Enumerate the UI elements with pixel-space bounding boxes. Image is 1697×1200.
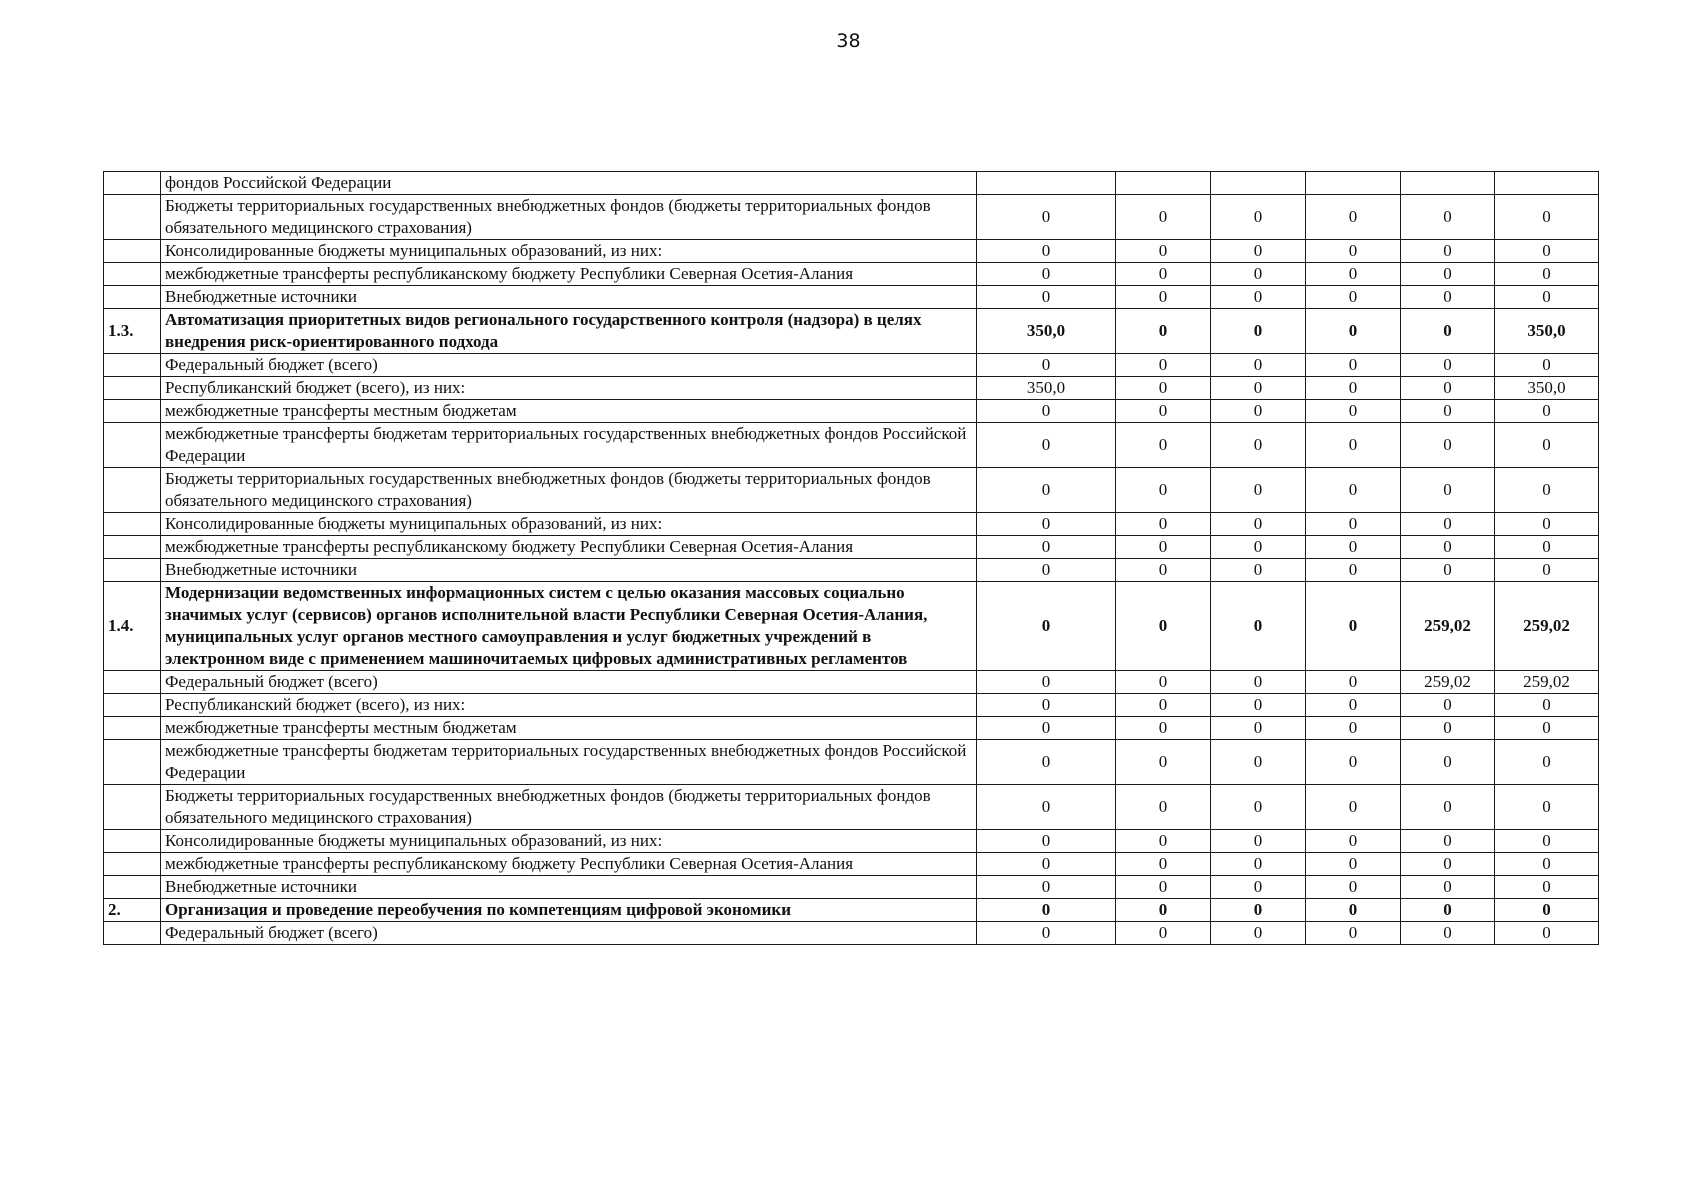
row-code-cell [104,354,161,377]
table-row [104,172,1599,195]
value-cell: 0 [1116,740,1211,785]
value-cell: 0 [977,899,1116,922]
value-cell: 0 [1401,240,1495,263]
value-cell: 0 [1116,286,1211,309]
value-cell: 0 [1306,830,1401,853]
value-cell: 0 [1495,853,1599,876]
value-cell: 0 [1306,423,1401,468]
value-cell: 0 [1116,536,1211,559]
row-name-cell: межбюджетные трансферты республиканскому бюджету Республики Северная Осетия-Алания [161,536,977,559]
value-cell: 0 [1116,899,1211,922]
value-cell: 0 [1306,240,1401,263]
value-cell: 0 [1116,400,1211,423]
table-row [104,559,1599,582]
value-cell: 0 [1401,400,1495,423]
value-cell: 0 [1211,717,1306,740]
value-cell: 0 [1211,309,1306,354]
value-cell: 0 [1495,899,1599,922]
value-cell: 0 [1116,830,1211,853]
table-row [104,899,1599,922]
table-row [104,853,1599,876]
value-cell: 0 [1306,400,1401,423]
value-cell: 0 [1401,785,1495,830]
row-name-cell: Бюджеты территориальных государственных внебюджетных фондов (бюджеты территориальных фондов обязательного медицинского страхования) [161,785,977,830]
value-cell: 0 [1116,785,1211,830]
value-cell: 0 [1211,468,1306,513]
value-cell: 259,02 [1401,582,1495,671]
row-name-cell: Республиканский бюджет (всего), из них: [161,694,977,717]
value-cell: 0 [1306,195,1401,240]
row-name-cell: Модернизации ведомственных информационных систем с целью оказания массовых социально значимых услуг (сервисов) органов исполнительной власти Республики Северная Осетия-Алания, муниципальных услуг органов местного самоуправления и услуг бюджетных учреждений в электронном виде с применением машиночитаемых цифровых административных регламентов [161,582,977,671]
table-row [104,694,1599,717]
value-cell: 0 [1401,536,1495,559]
table-row [104,830,1599,853]
value-cell: 0 [977,922,1116,945]
row-code-cell [104,536,161,559]
value-cell: 0 [1401,423,1495,468]
value-cell: 0 [1401,830,1495,853]
value-cell: 0 [1495,263,1599,286]
value-cell: 0 [1116,468,1211,513]
row-name-cell: Внебюджетные источники [161,559,977,582]
value-cell: 0 [1495,195,1599,240]
value-cell: 0 [1116,423,1211,468]
row-name-cell: межбюджетные трансферты республиканскому бюджету Республики Северная Осетия-Алания [161,263,977,286]
value-cell: 0 [1401,559,1495,582]
value-cell: 0 [977,423,1116,468]
value-cell [1211,172,1306,195]
value-cell: 259,02 [1401,671,1495,694]
value-cell: 0 [1495,559,1599,582]
value-cell: 0 [1306,536,1401,559]
value-cell: 0 [1306,785,1401,830]
value-cell [1401,172,1495,195]
table-row [104,717,1599,740]
row-name-cell: Бюджеты территориальных государственных внебюджетных фондов (бюджеты территориальных фондов обязательного медицинского страхования) [161,195,977,240]
value-cell: 0 [1116,195,1211,240]
value-cell: 0 [1211,195,1306,240]
row-name-cell: Автоматизация приоритетных видов регионального государственного контроля (надзора) в целях внедрения риск-ориентированного подхода [161,309,977,354]
value-cell: 259,02 [1495,671,1599,694]
value-cell: 0 [1116,694,1211,717]
value-cell: 0 [1401,740,1495,785]
value-cell: 0 [1211,354,1306,377]
table-body [104,172,1599,945]
row-code-cell [104,377,161,400]
value-cell: 0 [1211,513,1306,536]
table-row [104,876,1599,899]
value-cell: 0 [1306,513,1401,536]
row-name-cell: Организация и проведение переобучения по компетенциям цифровой экономики [161,899,977,922]
row-name-cell: Консолидированные бюджеты муниципальных образований, из них: [161,240,977,263]
value-cell: 0 [1401,513,1495,536]
row-code-cell [104,559,161,582]
value-cell: 0 [1401,377,1495,400]
row-code-cell [104,240,161,263]
table-row [104,354,1599,377]
value-cell: 0 [1495,536,1599,559]
value-cell: 0 [1306,922,1401,945]
value-cell: 0 [977,354,1116,377]
value-cell: 0 [1116,876,1211,899]
value-cell: 0 [1495,830,1599,853]
value-cell: 0 [1495,922,1599,945]
value-cell: 0 [1495,240,1599,263]
row-name-cell: межбюджетные трансферты местным бюджетам [161,717,977,740]
row-code-cell [104,853,161,876]
table-row [104,423,1599,468]
row-code-cell [104,922,161,945]
table-row [104,240,1599,263]
value-cell: 0 [1401,853,1495,876]
table-row [104,286,1599,309]
value-cell: 0 [1116,922,1211,945]
row-name-cell: Внебюджетные источники [161,286,977,309]
value-cell: 0 [1401,717,1495,740]
value-cell: 0 [1211,536,1306,559]
row-name-cell: межбюджетные трансферты местным бюджетам [161,400,977,423]
table-row [104,785,1599,830]
table-row [104,922,1599,945]
row-name-cell: Республиканский бюджет (всего), из них: [161,377,977,400]
value-cell: 0 [977,513,1116,536]
row-code-cell [104,513,161,536]
row-name-cell: Федеральный бюджет (всего) [161,922,977,945]
value-cell: 0 [977,785,1116,830]
row-code-cell [104,740,161,785]
value-cell: 0 [1495,286,1599,309]
value-cell: 350,0 [977,309,1116,354]
value-cell: 0 [1306,468,1401,513]
value-cell: 0 [1211,263,1306,286]
value-cell: 0 [1495,717,1599,740]
value-cell: 0 [1211,400,1306,423]
value-cell: 0 [1495,876,1599,899]
value-cell: 0 [1116,263,1211,286]
value-cell: 0 [1495,468,1599,513]
value-cell: 0 [1401,694,1495,717]
budget-table [103,171,1599,945]
row-code-cell [104,263,161,286]
value-cell: 0 [977,671,1116,694]
row-code-cell [104,172,161,195]
value-cell: 0 [977,740,1116,785]
value-cell: 0 [1401,899,1495,922]
value-cell: 0 [1495,740,1599,785]
row-name-cell: Бюджеты территориальных государственных внебюджетных фондов (бюджеты территориальных фондов обязательного медицинского страхования) [161,468,977,513]
row-code-cell [104,717,161,740]
value-cell: 0 [1211,559,1306,582]
value-cell: 0 [1401,309,1495,354]
value-cell: 0 [1401,922,1495,945]
value-cell: 0 [977,582,1116,671]
table-row [104,309,1599,354]
value-cell: 0 [1401,468,1495,513]
value-cell: 0 [1306,377,1401,400]
value-cell: 0 [1211,240,1306,263]
table-row [104,513,1599,536]
value-cell: 0 [1211,853,1306,876]
row-name-cell: Внебюджетные источники [161,876,977,899]
value-cell: 0 [977,240,1116,263]
value-cell: 0 [977,830,1116,853]
value-cell: 0 [1211,922,1306,945]
row-code-cell [104,423,161,468]
value-cell [1116,172,1211,195]
value-cell: 350,0 [1495,377,1599,400]
value-cell: 0 [1306,671,1401,694]
value-cell: 0 [1401,263,1495,286]
value-cell: 0 [1495,785,1599,830]
table-row [104,671,1599,694]
value-cell: 0 [1116,377,1211,400]
value-cell: 0 [1116,309,1211,354]
value-cell: 0 [977,876,1116,899]
row-code-cell: 2. [104,899,161,922]
table-row [104,400,1599,423]
value-cell: 0 [1211,694,1306,717]
value-cell: 0 [1211,423,1306,468]
value-cell: 0 [1306,853,1401,876]
value-cell: 0 [1495,694,1599,717]
value-cell: 0 [1495,354,1599,377]
value-cell: 0 [1116,240,1211,263]
value-cell: 0 [1211,671,1306,694]
value-cell: 0 [1211,740,1306,785]
value-cell: 0 [1495,400,1599,423]
row-code-cell [104,671,161,694]
row-name-cell: межбюджетные трансферты бюджетам территориальных государственных внебюджетных фондов Российской Федерации [161,423,977,468]
value-cell: 0 [1401,286,1495,309]
value-cell: 0 [1306,309,1401,354]
value-cell: 0 [977,717,1116,740]
value-cell: 0 [1116,513,1211,536]
value-cell: 0 [1116,853,1211,876]
value-cell: 0 [1211,286,1306,309]
value-cell: 259,02 [1495,582,1599,671]
row-name-cell: Консолидированные бюджеты муниципальных образований, из них: [161,830,977,853]
value-cell: 0 [1306,354,1401,377]
row-code-cell [104,400,161,423]
row-code-cell [104,195,161,240]
row-name-cell: межбюджетные трансферты республиканскому бюджету Республики Северная Осетия-Алания [161,853,977,876]
value-cell [1306,172,1401,195]
value-cell: 0 [1306,876,1401,899]
value-cell: 0 [977,263,1116,286]
value-cell: 0 [1306,740,1401,785]
row-code-cell [104,876,161,899]
value-cell: 0 [977,559,1116,582]
value-cell: 0 [1306,694,1401,717]
row-code-cell [104,830,161,853]
table-row [104,468,1599,513]
page-number: 38 [836,30,861,52]
value-cell: 0 [1306,899,1401,922]
value-cell [1495,172,1599,195]
value-cell: 0 [1306,582,1401,671]
value-cell: 0 [1306,559,1401,582]
value-cell: 0 [1116,671,1211,694]
value-cell: 0 [1306,263,1401,286]
value-cell: 0 [1211,830,1306,853]
row-name-cell: межбюджетные трансферты бюджетам территориальных государственных внебюджетных фондов Российской Федерации [161,740,977,785]
value-cell: 0 [1116,717,1211,740]
value-cell: 0 [977,694,1116,717]
table-row [104,195,1599,240]
value-cell: 0 [977,468,1116,513]
value-cell: 0 [1495,513,1599,536]
value-cell: 0 [977,195,1116,240]
value-cell: 0 [1211,377,1306,400]
table-row [104,536,1599,559]
row-code-cell [104,694,161,717]
row-name-cell: фондов Российской Федерации [161,172,977,195]
row-code-cell: 1.4. [104,582,161,671]
table-row [104,582,1599,671]
value-cell: 0 [1495,423,1599,468]
value-cell: 350,0 [1495,309,1599,354]
value-cell: 0 [1116,559,1211,582]
value-cell [977,172,1116,195]
value-cell: 0 [1211,582,1306,671]
value-cell: 0 [977,400,1116,423]
row-name-cell: Консолидированные бюджеты муниципальных образований, из них: [161,513,977,536]
row-code-cell: 1.3. [104,309,161,354]
value-cell: 0 [1401,195,1495,240]
value-cell: 0 [1401,354,1495,377]
value-cell: 0 [1211,899,1306,922]
value-cell: 0 [1116,354,1211,377]
value-cell: 0 [1401,876,1495,899]
value-cell: 0 [977,853,1116,876]
value-cell: 0 [1211,876,1306,899]
row-code-cell [104,286,161,309]
value-cell: 0 [1211,785,1306,830]
row-code-cell [104,785,161,830]
table-row [104,377,1599,400]
table-row [104,740,1599,785]
row-name-cell: Федеральный бюджет (всего) [161,354,977,377]
value-cell: 0 [977,286,1116,309]
value-cell: 0 [977,536,1116,559]
row-name-cell: Федеральный бюджет (всего) [161,671,977,694]
value-cell: 350,0 [977,377,1116,400]
row-code-cell [104,468,161,513]
value-cell: 0 [1306,286,1401,309]
value-cell: 0 [1116,582,1211,671]
value-cell: 0 [1306,717,1401,740]
table-row [104,263,1599,286]
